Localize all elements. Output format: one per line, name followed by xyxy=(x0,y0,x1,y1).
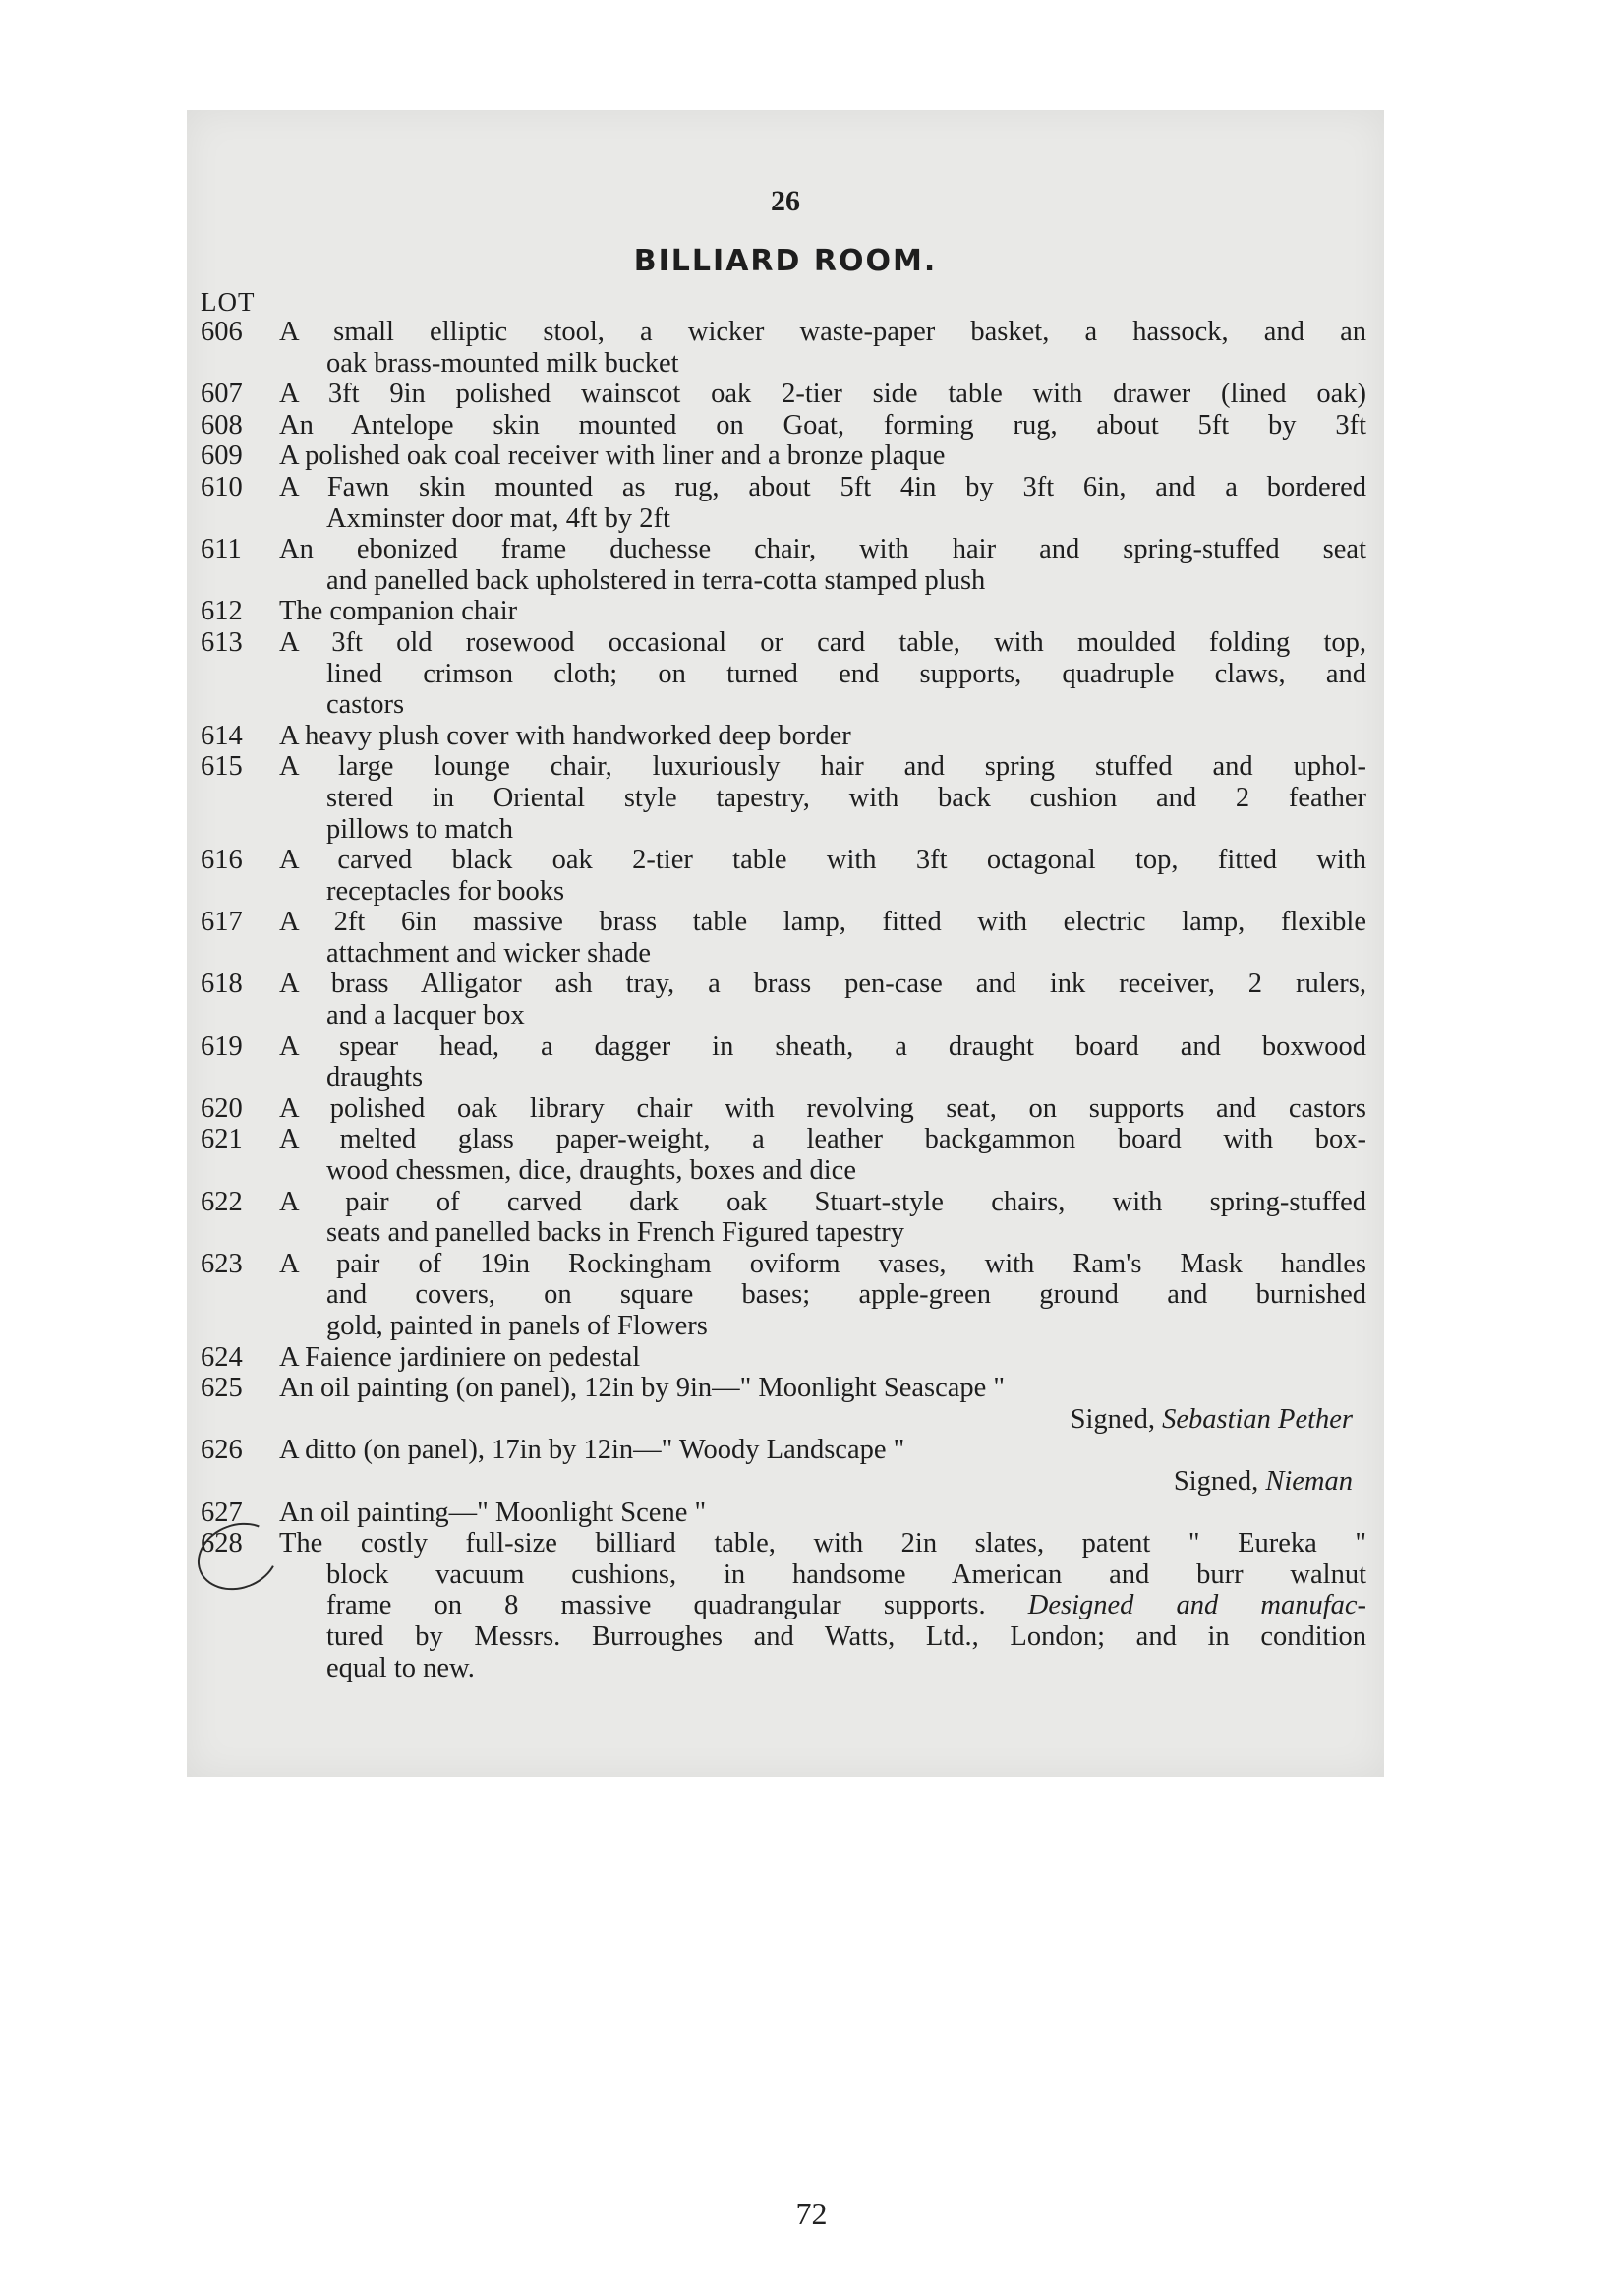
signature-line xyxy=(279,1466,1366,1498)
lot-description: and panelled back upholstered in terra-cotta stamped plush xyxy=(326,564,986,596)
lot-description: receptacles for books xyxy=(326,875,565,907)
lot-description: seats and panelled backs in French Figured tapestry xyxy=(326,1217,905,1249)
lot-description: An oil painting—" Moonlight Scene " xyxy=(279,1497,707,1528)
lot-description: An Antelope skin mounted on Goat, forming rug, about 5ft by 3ft xyxy=(279,409,1366,441)
lot-description: A 3ft old rosewood occasional or card table, with moulded folding top, xyxy=(279,626,1366,658)
page-number: 26 xyxy=(771,185,800,217)
lot-entry xyxy=(201,1373,1366,1435)
lot-description: block vacuum cushions, in handsome American and burr walnut xyxy=(326,1559,1366,1590)
lot-description: A carved black oak 2-tier table with 3ft octagonal top, fitted with xyxy=(279,845,1366,876)
lot-entry xyxy=(201,1342,1366,1374)
lot-entry xyxy=(201,317,1366,379)
section-heading: BILLIARD ROOM. xyxy=(633,244,938,278)
lot-entry xyxy=(201,1187,1366,1249)
lot-description: wood chessmen, dice, draughts, boxes and dice xyxy=(326,1155,856,1187)
lot-description: A polished oak library chair with revolving seat, on supports and castors xyxy=(279,1092,1366,1124)
lot-entry xyxy=(201,845,1366,907)
lot-number-circled xyxy=(201,1528,279,1683)
lot-number: 626 xyxy=(201,1435,243,1466)
lot-column-header: LOT xyxy=(201,287,256,317)
lot-number: 613 xyxy=(201,626,243,658)
lot-description: draughts xyxy=(326,1062,424,1093)
lot-number: 617 xyxy=(201,907,243,938)
lot-description: A polished oak coal receiver with liner and a bronze plaque xyxy=(279,441,946,472)
lot-description: oak brass-mounted milk bucket xyxy=(326,347,679,379)
lot-description: A pair of 19in Rockingham oviform vases, with Ram's Mask handles xyxy=(279,1248,1366,1279)
lot-description-italic: tured by Messrs. Burroughes and Watts, Ltd., London; and in condition xyxy=(326,1620,1366,1652)
lot-entry xyxy=(201,751,1366,845)
lot-entry xyxy=(201,1093,1366,1125)
lot-entry xyxy=(201,1528,1366,1683)
lot-description: An oil painting (on panel), 12in by 9in—" Moonlight Seascape " xyxy=(279,1373,1006,1404)
lot-number: 620 xyxy=(201,1092,243,1124)
lot-description: and a lacquer box xyxy=(326,1000,525,1031)
lot-number: 607 xyxy=(201,379,243,410)
lot-number: 624 xyxy=(201,1341,243,1373)
lot-entry xyxy=(201,1498,1366,1529)
lot-entry xyxy=(201,1435,1366,1497)
lot-number: 628 xyxy=(201,1528,243,1560)
lot-entry xyxy=(201,410,1366,442)
lot-number: 612 xyxy=(201,596,243,627)
lot-entry xyxy=(201,472,1366,534)
lot-entry xyxy=(201,907,1366,969)
lot-description: A 2ft 6in massive brass table lamp, fitted with electric lamp, flexible xyxy=(279,907,1366,938)
lot-entry xyxy=(201,441,1366,472)
lot-entry xyxy=(201,534,1366,596)
lot-description: A brass Alligator ash tray, a brass pen-case and ink receiver, 2 rulers, xyxy=(279,969,1366,1000)
lot-description: A large lounge chair, luxuriously hair and spring stuffed and uphol- xyxy=(279,751,1366,783)
lot-description: The companion chair xyxy=(279,596,518,627)
lot-description-italic: equal to new. xyxy=(326,1652,475,1683)
lot-description xyxy=(279,1590,1366,1621)
lot-description: gold, painted in panels of Flowers xyxy=(326,1311,708,1341)
lot-description: A ditto (on panel), 17in by 12in—" Woody Landscape " xyxy=(279,1435,905,1466)
lot-number: 621 xyxy=(201,1124,243,1155)
lot-number: 618 xyxy=(201,969,243,1000)
lot-entry xyxy=(201,596,1366,627)
lot-number: 625 xyxy=(201,1373,243,1404)
lot-number: 610 xyxy=(201,471,243,502)
lot-description: A Fawn skin mounted as rug, about 5ft 4in by 3ft 6in, and a bordered xyxy=(279,471,1366,502)
lot-number: 608 xyxy=(201,409,243,441)
lot-number: 619 xyxy=(201,1030,243,1062)
lot-entry xyxy=(201,969,1366,1030)
lot-description: A Faience jardiniere on pedestal xyxy=(279,1341,641,1373)
lot-number: 627 xyxy=(201,1497,243,1528)
lot-number: 611 xyxy=(201,534,242,565)
lot-description: A small elliptic stool, a wicker waste-paper basket, a hassock, and an xyxy=(279,317,1366,347)
lot-number: 606 xyxy=(201,317,243,347)
lot-number: 622 xyxy=(201,1186,243,1217)
lot-description: A heavy plush cover with handworked deep border xyxy=(279,720,851,751)
lot-description: A melted glass paper-weight, a leather backgammon board with box- xyxy=(279,1124,1366,1155)
lot-entry xyxy=(201,1124,1366,1186)
lot-list xyxy=(201,317,1366,1683)
signed-prefix: Signed, xyxy=(1173,1465,1259,1497)
lot-entry xyxy=(201,721,1366,752)
artist-name: Nieman xyxy=(1265,1465,1353,1497)
lot-description: pillows to match xyxy=(326,813,513,845)
lot-description: A 3ft 9in polished wainscot oak 2-tier side table with drawer (lined oak) xyxy=(279,379,1366,410)
lot-description: The costly full-size billiard table, with 2in slates, patent " Eureka " xyxy=(279,1528,1366,1560)
lot-description: A pair of carved dark oak Stuart-style chairs, with spring-stuffed xyxy=(279,1186,1366,1217)
artist-name: Sebastian Pether xyxy=(1162,1403,1353,1435)
lot-description: attachment and wicker shade xyxy=(326,937,651,969)
lot-description: and covers, on square bases; apple-green ground and burnished xyxy=(326,1279,1366,1311)
lot-number: 614 xyxy=(201,720,243,751)
lot-description: stered in Oriental style tapestry, with back cushion and 2 feather xyxy=(326,782,1366,813)
lot-entry xyxy=(201,379,1366,410)
lot-description: castors xyxy=(326,689,405,721)
lot-description-plain: frame on 8 massive quadrangular supports. xyxy=(326,1590,986,1621)
lot-number: 615 xyxy=(201,751,243,783)
signature-line xyxy=(279,1404,1366,1436)
lot-description: A spear head, a dagger in sheath, a draught board and boxwood xyxy=(279,1030,1366,1062)
lot-description-italic: Designed and manufac- xyxy=(1027,1590,1366,1621)
lot-entry xyxy=(201,1031,1366,1093)
lot-number: 609 xyxy=(201,441,243,472)
folio-number: 72 xyxy=(795,2196,828,2231)
lot-number: 623 xyxy=(201,1248,243,1279)
scanned-page xyxy=(187,110,1384,1777)
lot-entry xyxy=(201,1249,1366,1342)
lot-number: 616 xyxy=(201,845,243,876)
lot-entry xyxy=(201,627,1366,721)
signed-prefix: Signed, xyxy=(1070,1403,1155,1435)
lot-description: lined crimson cloth; on turned end supports, quadruple claws, and xyxy=(326,658,1366,689)
lot-description: Axminster door mat, 4ft by 2ft xyxy=(326,502,670,534)
lot-description: An ebonized frame duchesse chair, with hair and spring-stuffed seat xyxy=(279,534,1366,565)
